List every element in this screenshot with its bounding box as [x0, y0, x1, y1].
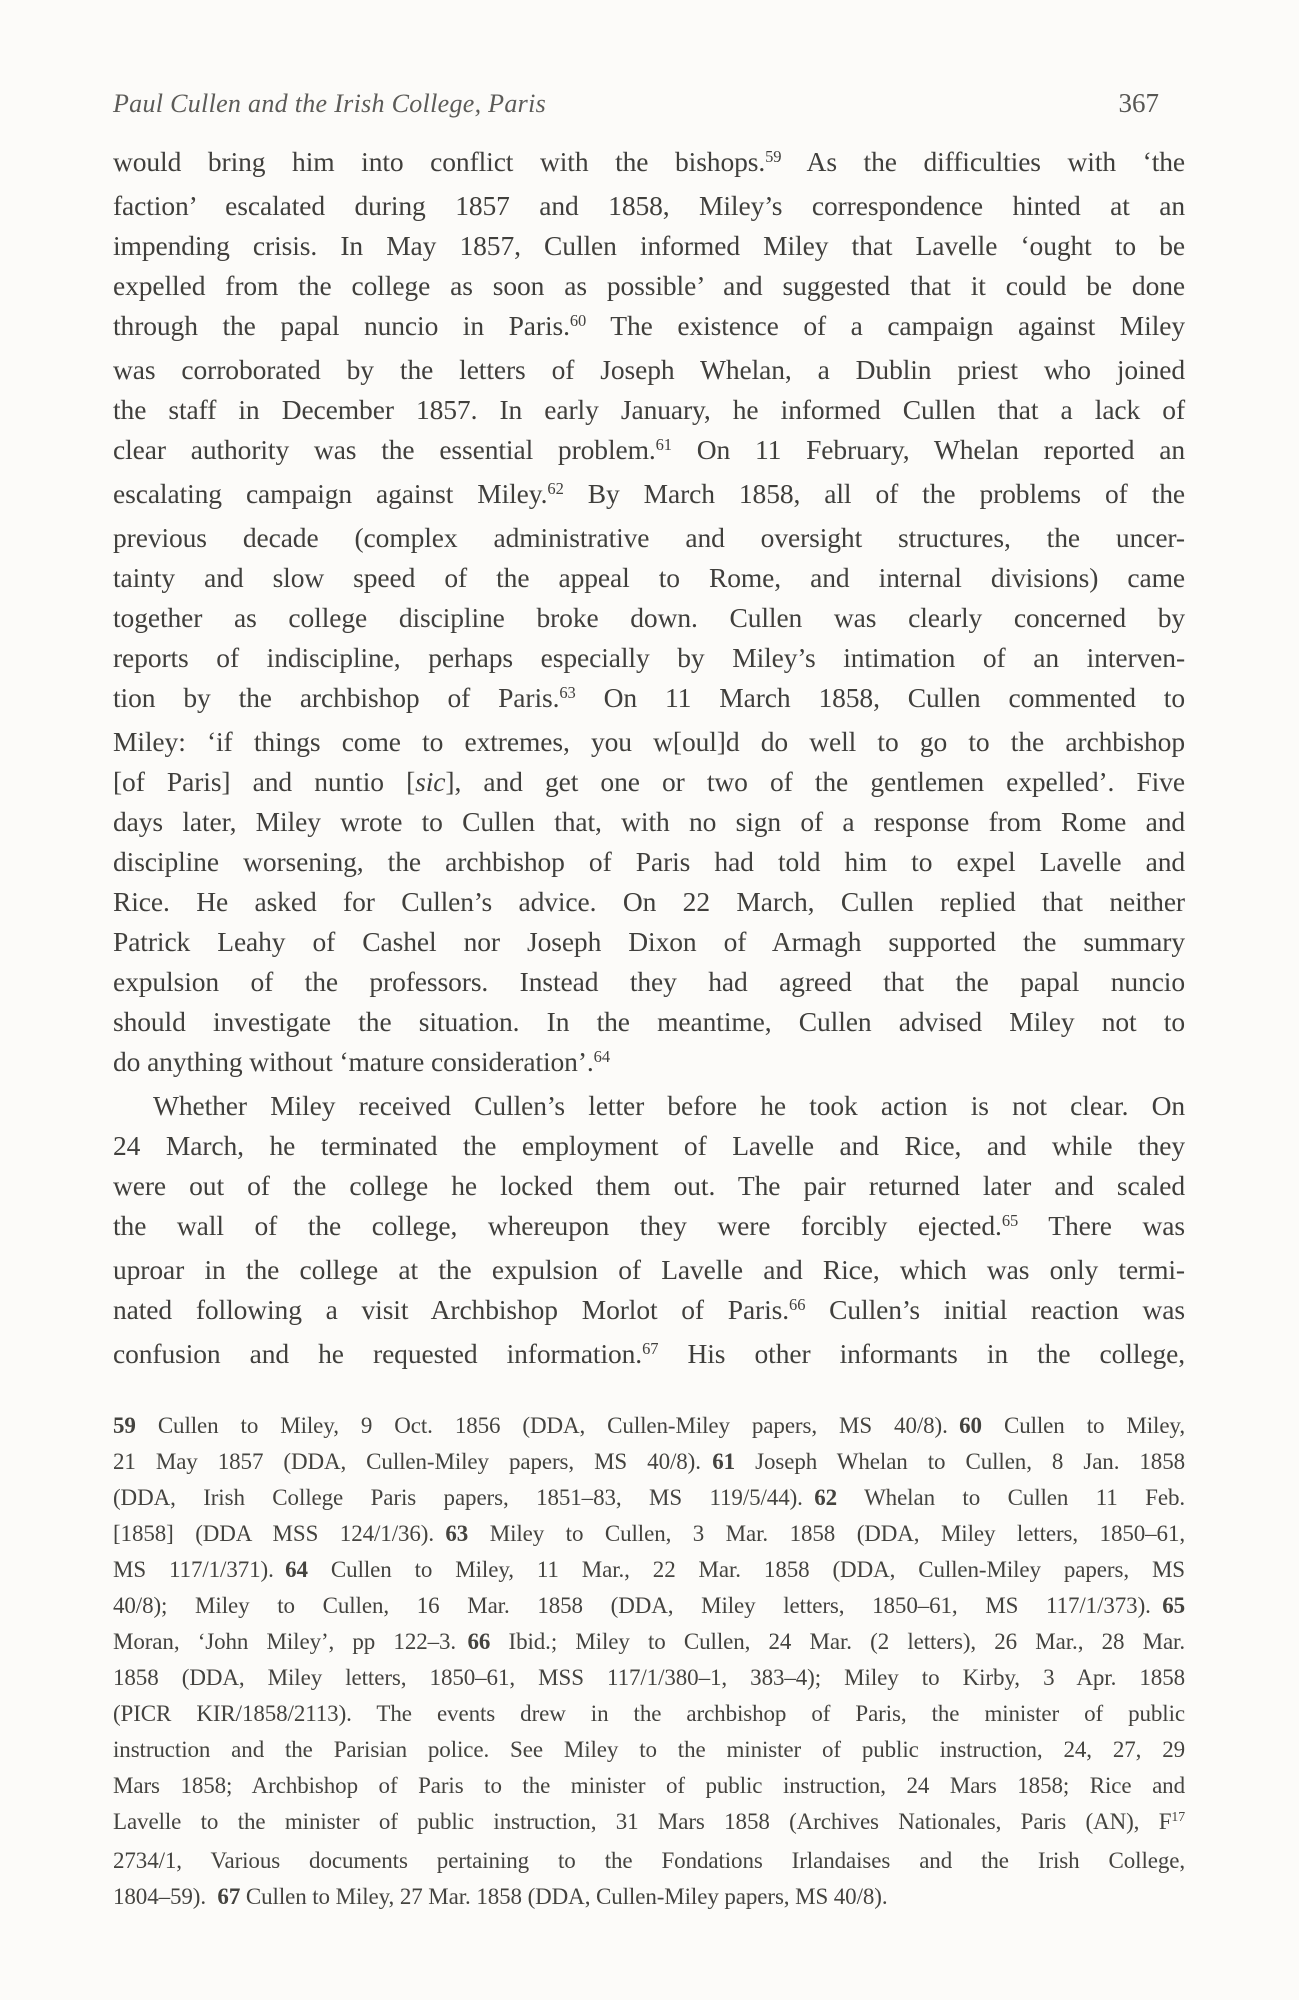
text-run: On 11 March 1858, Cullen commented to	[575, 682, 1186, 713]
text-line	[113, 1804, 1185, 1843]
text-line	[113, 802, 1185, 842]
text-run: together as college discipline broke down. Cullen was clearly concerned by	[113, 602, 1185, 633]
text-run: MS 117/1/371).	[113, 1557, 286, 1582]
text-run: Cullen to Miley, 11 Mar., 22 Mar. 1858 (DDA, Cullen-Miley papers, MS	[307, 1557, 1185, 1582]
text-line	[113, 678, 1185, 722]
footnote-ref: 62	[547, 478, 564, 498]
text-line	[113, 1516, 1185, 1552]
text-run: Joseph Whelan to Cullen, 8 Jan. 1858	[735, 1449, 1186, 1474]
text-run: Cullen to Miley, 9 Oct. 1856 (DDA, Cullen-Miley papers, MS 40/8).	[135, 1413, 960, 1438]
text-run: faction’ escalated during 1857 and 1858, Miley’s correspondence hinted at an	[113, 190, 1185, 221]
text-run: discipline worsening, the archbishop of Paris had told him to expel Lavelle and	[113, 846, 1185, 877]
footnote-number: 63	[445, 1521, 469, 1546]
text-line	[113, 430, 1185, 474]
text-run: 1804–59).	[113, 1884, 218, 1909]
text-run: Rice. He asked for Cullen’s advice. On 22 March, Cullen replied that neither	[113, 886, 1185, 917]
text-run: Cullen’s initial reaction was	[805, 1294, 1185, 1325]
text-run: would bring him into conflict with the bishops.	[113, 146, 766, 177]
text-run: tainty and slow speed of the appeal to Rome, and internal divisions) came	[113, 562, 1185, 593]
footnote-number: 64	[285, 1557, 308, 1582]
text-run: reports of indiscipline, perhaps especially by Miley’s intimation of an interven-	[113, 642, 1185, 673]
text-run: There was	[1018, 1210, 1185, 1241]
text-run: the wall of the college, whereupon they were forcibly ejected.	[113, 1210, 1002, 1241]
text-run: By March 1858, all of the problems of the	[563, 478, 1185, 509]
text-line	[113, 1732, 1185, 1768]
text-run: Lavelle to the minister of public instruction, 31 Mars 1858 (Archives Nationales, Paris (AN), F	[113, 1809, 1172, 1834]
text-run: 24 March, he terminated the employment of Lavelle and Rice, and while they	[113, 1130, 1185, 1161]
footnote-number: 67	[217, 1884, 241, 1909]
text-line	[113, 558, 1185, 598]
text-run: 1858 (DDA, Miley letters, 1850–61, MSS 117/1/380–1, 383–4); Miley to Kirby, 3 Apr. 1858	[113, 1665, 1185, 1690]
footnote-ref: 59	[765, 146, 782, 166]
text-line	[113, 882, 1185, 922]
text-line	[113, 598, 1185, 638]
text-line	[113, 1696, 1185, 1732]
text-run: expulsion of the professors. Instead they had agreed that the papal nuncio	[113, 966, 1185, 997]
text-line	[113, 1588, 1185, 1624]
text-run: expelled from the college as soon as possible’ and suggested that it could be done	[113, 270, 1185, 301]
text-line	[113, 1002, 1185, 1042]
text-run: were out of the college he locked them out. The pair returned later and scaled	[113, 1170, 1185, 1201]
text-line	[113, 842, 1185, 882]
footnote-ref: 66	[789, 1294, 806, 1314]
text-run: Whelan to Cullen 11 Feb.	[837, 1485, 1186, 1510]
text-line	[113, 306, 1185, 350]
text-run: was corroborated by the letters of Joseph Whelan, a Dublin priest who joined	[113, 354, 1185, 385]
text-line	[113, 638, 1185, 678]
text-run: nated following a visit Archbishop Morlot of Paris.	[113, 1294, 790, 1325]
text-line	[113, 186, 1185, 226]
text-line	[113, 1660, 1185, 1696]
text-line	[113, 1552, 1185, 1588]
text-line	[113, 762, 1185, 802]
text-run: instruction and the Parisian police. See Miley to the minister of public instruction, 24, 27, 29	[113, 1737, 1185, 1762]
page-text	[113, 142, 1185, 1915]
footnote-number: 61	[712, 1449, 736, 1474]
text-run: As the difficulties with ‘the	[781, 146, 1185, 177]
text-run: uproar in the college at the expulsion of Lavelle and Rice, which was only termi-	[113, 1254, 1185, 1285]
text-run: On 11 February, Whelan reported an	[671, 434, 1185, 465]
text-run: Cullen to Miley,	[981, 1413, 1185, 1438]
footnote-number: 65	[1162, 1593, 1185, 1618]
text-line	[113, 1166, 1185, 1206]
text-line	[113, 922, 1185, 962]
text-run: [of Paris] and nuntio [	[113, 766, 416, 797]
italic-text: sic	[415, 766, 446, 797]
text-line	[113, 1042, 1185, 1086]
text-run: Miley: ‘if things come to extremes, you w[oul]d do well to go to the archbishop	[113, 726, 1185, 757]
text-run: [1858] (DDA MSS 124/1/36).	[113, 1521, 446, 1546]
text-run: Miley to Cullen, 3 Mar. 1858 (DDA, Miley letters, 1850–61,	[468, 1521, 1186, 1546]
footnote-ref: 17	[1171, 1809, 1185, 1825]
text-line	[113, 1408, 1185, 1444]
text-run: confusion and he requested information.	[113, 1338, 643, 1369]
text-line	[113, 350, 1185, 390]
running-header	[113, 88, 1185, 130]
footnote-ref: 61	[655, 434, 672, 454]
text-line	[113, 1206, 1185, 1250]
text-run: 40/8); Miley to Cullen, 16 Mar. 1858 (DDA, Miley letters, 1850–61, MS 117/1/373).	[113, 1593, 1163, 1618]
text-run: Whether Miley received Cullen’s letter before he took action is not clear. On	[153, 1090, 1185, 1121]
text-run: Ibid.; Miley to Cullen, 24 Mar. (2 letters), 26 Mar., 28 Mar.	[490, 1629, 1185, 1654]
text-run: through the papal nuncio in Paris.	[113, 310, 570, 341]
text-line	[113, 1126, 1185, 1166]
text-line	[113, 722, 1185, 762]
text-run: days later, Miley wrote to Cullen that, with no sign of a response from Rome and	[113, 806, 1185, 837]
text-line	[113, 1290, 1185, 1334]
text-run: should investigate the situation. In the meantime, Cullen advised Miley not to	[113, 1006, 1185, 1037]
footnote-number: 59	[113, 1413, 136, 1438]
footnote-ref: 65	[1001, 1210, 1019, 1230]
footnote-number: 62	[814, 1485, 838, 1510]
text-run: (DDA, Irish College Paris papers, 1851–83, MS 119/5/44).	[113, 1485, 815, 1510]
text-run: His other informants in the college,	[658, 1338, 1185, 1369]
footnote-ref: 63	[559, 682, 576, 702]
footnote-number: 60	[959, 1413, 982, 1438]
footnote-ref: 60	[569, 310, 587, 330]
text-line	[113, 962, 1185, 1002]
text-line	[113, 1086, 1185, 1126]
text-line	[113, 390, 1185, 430]
text-run: previous decade (complex administrative and oversight structures, the uncer-	[113, 522, 1185, 553]
text-line	[113, 1624, 1185, 1660]
text-run: ], and get one or two of the gentlemen expelled’. Five	[445, 766, 1185, 797]
text-run: the staff in December 1857. In early January, he informed Cullen that a lack of	[113, 394, 1185, 425]
text-run: 21 May 1857 (DDA, Cullen-Miley papers, MS 40/8).	[113, 1449, 713, 1474]
text-line	[113, 1768, 1185, 1804]
body-paragraph-2	[113, 1086, 1185, 1378]
text-line	[113, 1250, 1185, 1290]
text-line	[113, 266, 1185, 306]
text-run: do anything without ‘mature consideration’.	[113, 1046, 594, 1077]
text-run: impending crisis. In May 1857, Cullen informed Miley that Lavelle ‘ought to be	[113, 230, 1185, 261]
text-run: Mars 1858; Archbishop of Paris to the minister of public instruction, 24 Mars 1858; Rice and	[113, 1773, 1185, 1798]
text-run: tion by the archbishop of Paris.	[113, 682, 560, 713]
body-paragraph-1	[113, 142, 1185, 1086]
text-run: escalating campaign against Miley.	[113, 478, 548, 509]
text-line	[113, 1444, 1185, 1480]
text-line	[113, 142, 1185, 186]
text-run: Moran, ‘John Miley’, pp 122–3.	[113, 1629, 468, 1654]
footnotes	[113, 1408, 1185, 1915]
text-run: Cullen to Miley, 27 Mar. 1858 (DDA, Cullen-Miley papers, MS 40/8).	[240, 1884, 888, 1909]
text-run: The existence of a campaign against Miley	[586, 310, 1185, 341]
text-run: Patrick Leahy of Cashel nor Joseph Dixon of Armagh supported the summary	[113, 926, 1185, 957]
text-line	[113, 1879, 1185, 1915]
footnote-number: 66	[467, 1629, 491, 1654]
text-line	[113, 518, 1185, 558]
page-number: 367	[1118, 88, 1159, 118]
footnote-ref: 64	[593, 1046, 610, 1066]
text-line	[113, 1843, 1185, 1879]
footnote-ref: 67	[642, 1338, 659, 1358]
text-line	[113, 1480, 1185, 1516]
text-line	[113, 474, 1185, 518]
text-run: clear authority was the essential problem.	[113, 434, 656, 465]
page-title: Paul Cullen and the Irish College, Paris	[113, 89, 547, 118]
text-run: 2734/1, Various documents pertaining to the Fondations Irlandaises and the Irish College,	[113, 1848, 1185, 1873]
text-run: (PICR KIR/1858/2113). The events drew in the archbishop of Paris, the minister of public	[113, 1701, 1185, 1726]
text-line	[113, 1334, 1185, 1378]
text-line	[113, 226, 1185, 266]
